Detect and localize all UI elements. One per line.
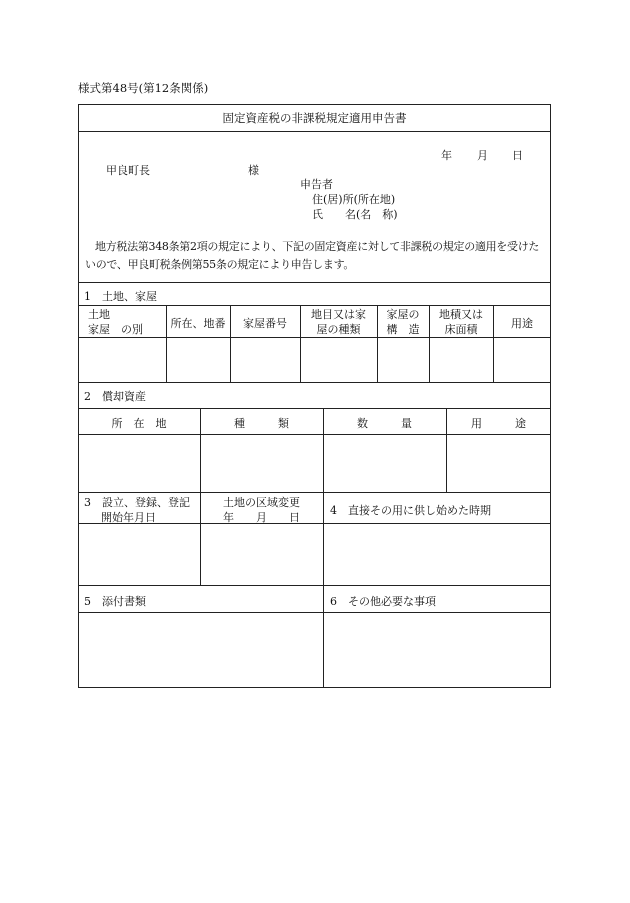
- land-area-change-date[interactable]: 年 月 日: [223, 511, 300, 524]
- divider: [78, 282, 551, 283]
- header-land-building-type-line1: 土地: [88, 308, 110, 321]
- cell-land-area-change[interactable]: [201, 524, 323, 584]
- divider: [78, 408, 551, 409]
- header-building-structure-line2: 構 造: [386, 323, 420, 336]
- addressee-honorific: 様: [248, 164, 259, 177]
- land-area-change-label: 土地の区域変更: [223, 496, 300, 509]
- divider: [78, 305, 551, 306]
- date-year-label[interactable]: 年: [441, 149, 452, 162]
- header-land-building-type: [88, 307, 143, 337]
- header-usage: 用途: [511, 317, 533, 330]
- header-building-structure: [377, 307, 429, 337]
- form-title: 固定資産税の非課税規定適用申告書: [222, 111, 407, 125]
- cell-area[interactable]: [430, 338, 493, 381]
- header-land-category-line2: 屋の種類: [316, 323, 361, 336]
- header-asset-quantity: 数 量: [357, 417, 412, 430]
- section6-title: 6 その他必要な事項: [330, 595, 436, 608]
- applicant-label: 申告者: [300, 178, 333, 191]
- cell-establishment-date[interactable]: [79, 524, 200, 584]
- cell-attached-documents[interactable]: [79, 613, 323, 687]
- cell-land-category[interactable]: [301, 338, 377, 381]
- header-area-line1: 地積又は: [439, 308, 483, 321]
- header-asset-usage: 用 途: [471, 417, 526, 430]
- cell-start-of-use-date[interactable]: [324, 524, 550, 584]
- header-asset-location: 所 在 地: [111, 417, 167, 430]
- section3-title: 3 設立、登録、登記: [84, 496, 190, 509]
- divider: [78, 492, 551, 493]
- cell-asset-usage[interactable]: [447, 435, 550, 491]
- header-land-category-line1: 地目又は家: [311, 308, 366, 321]
- header-asset-type: 種 類: [234, 417, 289, 430]
- divider: [78, 131, 551, 132]
- cell-other-matters[interactable]: [324, 613, 550, 687]
- cell-asset-type[interactable]: [201, 435, 323, 491]
- header-land-building-type-line2: 家屋 の別: [88, 323, 143, 336]
- divider: [78, 585, 551, 586]
- header-land-category: [300, 307, 377, 337]
- cell-building-number[interactable]: [231, 338, 300, 381]
- cell-asset-location[interactable]: [79, 435, 200, 491]
- divider: [78, 382, 551, 383]
- section5-title: 5 添付書類: [84, 595, 146, 608]
- cell-land-building-type[interactable]: [79, 338, 166, 381]
- header-location-lot: 所在、地番: [170, 317, 226, 330]
- cell-location-lot[interactable]: [167, 338, 230, 381]
- section1-title: 1 土地、家屋: [84, 290, 157, 303]
- header-building-number: 家屋番号: [243, 317, 287, 330]
- declaration-text: 地方税法第348条第2項の規定により、下記の固定資産に対して非課税の規定の適用を受けたいので、甲良町税条例第55条の規定により申告します。: [85, 240, 540, 271]
- cell-building-structure[interactable]: [378, 338, 429, 381]
- date-month-label[interactable]: 月: [477, 149, 488, 162]
- applicant-address-label[interactable]: 住(居)所(所在地): [312, 193, 396, 206]
- header-building-structure-line1: 家屋の: [386, 308, 420, 321]
- date-day-label[interactable]: 日: [512, 149, 523, 162]
- addressee-name: 甲良町長: [106, 164, 150, 177]
- section3-subtitle: 開始年月日: [101, 511, 156, 524]
- section2-title: 2 償却資産: [84, 390, 146, 403]
- section4-title: 4 直接その用に供し始めた時期: [330, 504, 491, 517]
- cell-asset-quantity[interactable]: [324, 435, 446, 491]
- form-number: 様式第48号(第12条関係): [78, 81, 209, 95]
- header-area-line2: 床面積: [444, 323, 478, 336]
- cell-usage[interactable]: [494, 338, 550, 381]
- header-area: [429, 307, 493, 337]
- applicant-name-label[interactable]: 氏 名(名 称): [312, 208, 398, 221]
